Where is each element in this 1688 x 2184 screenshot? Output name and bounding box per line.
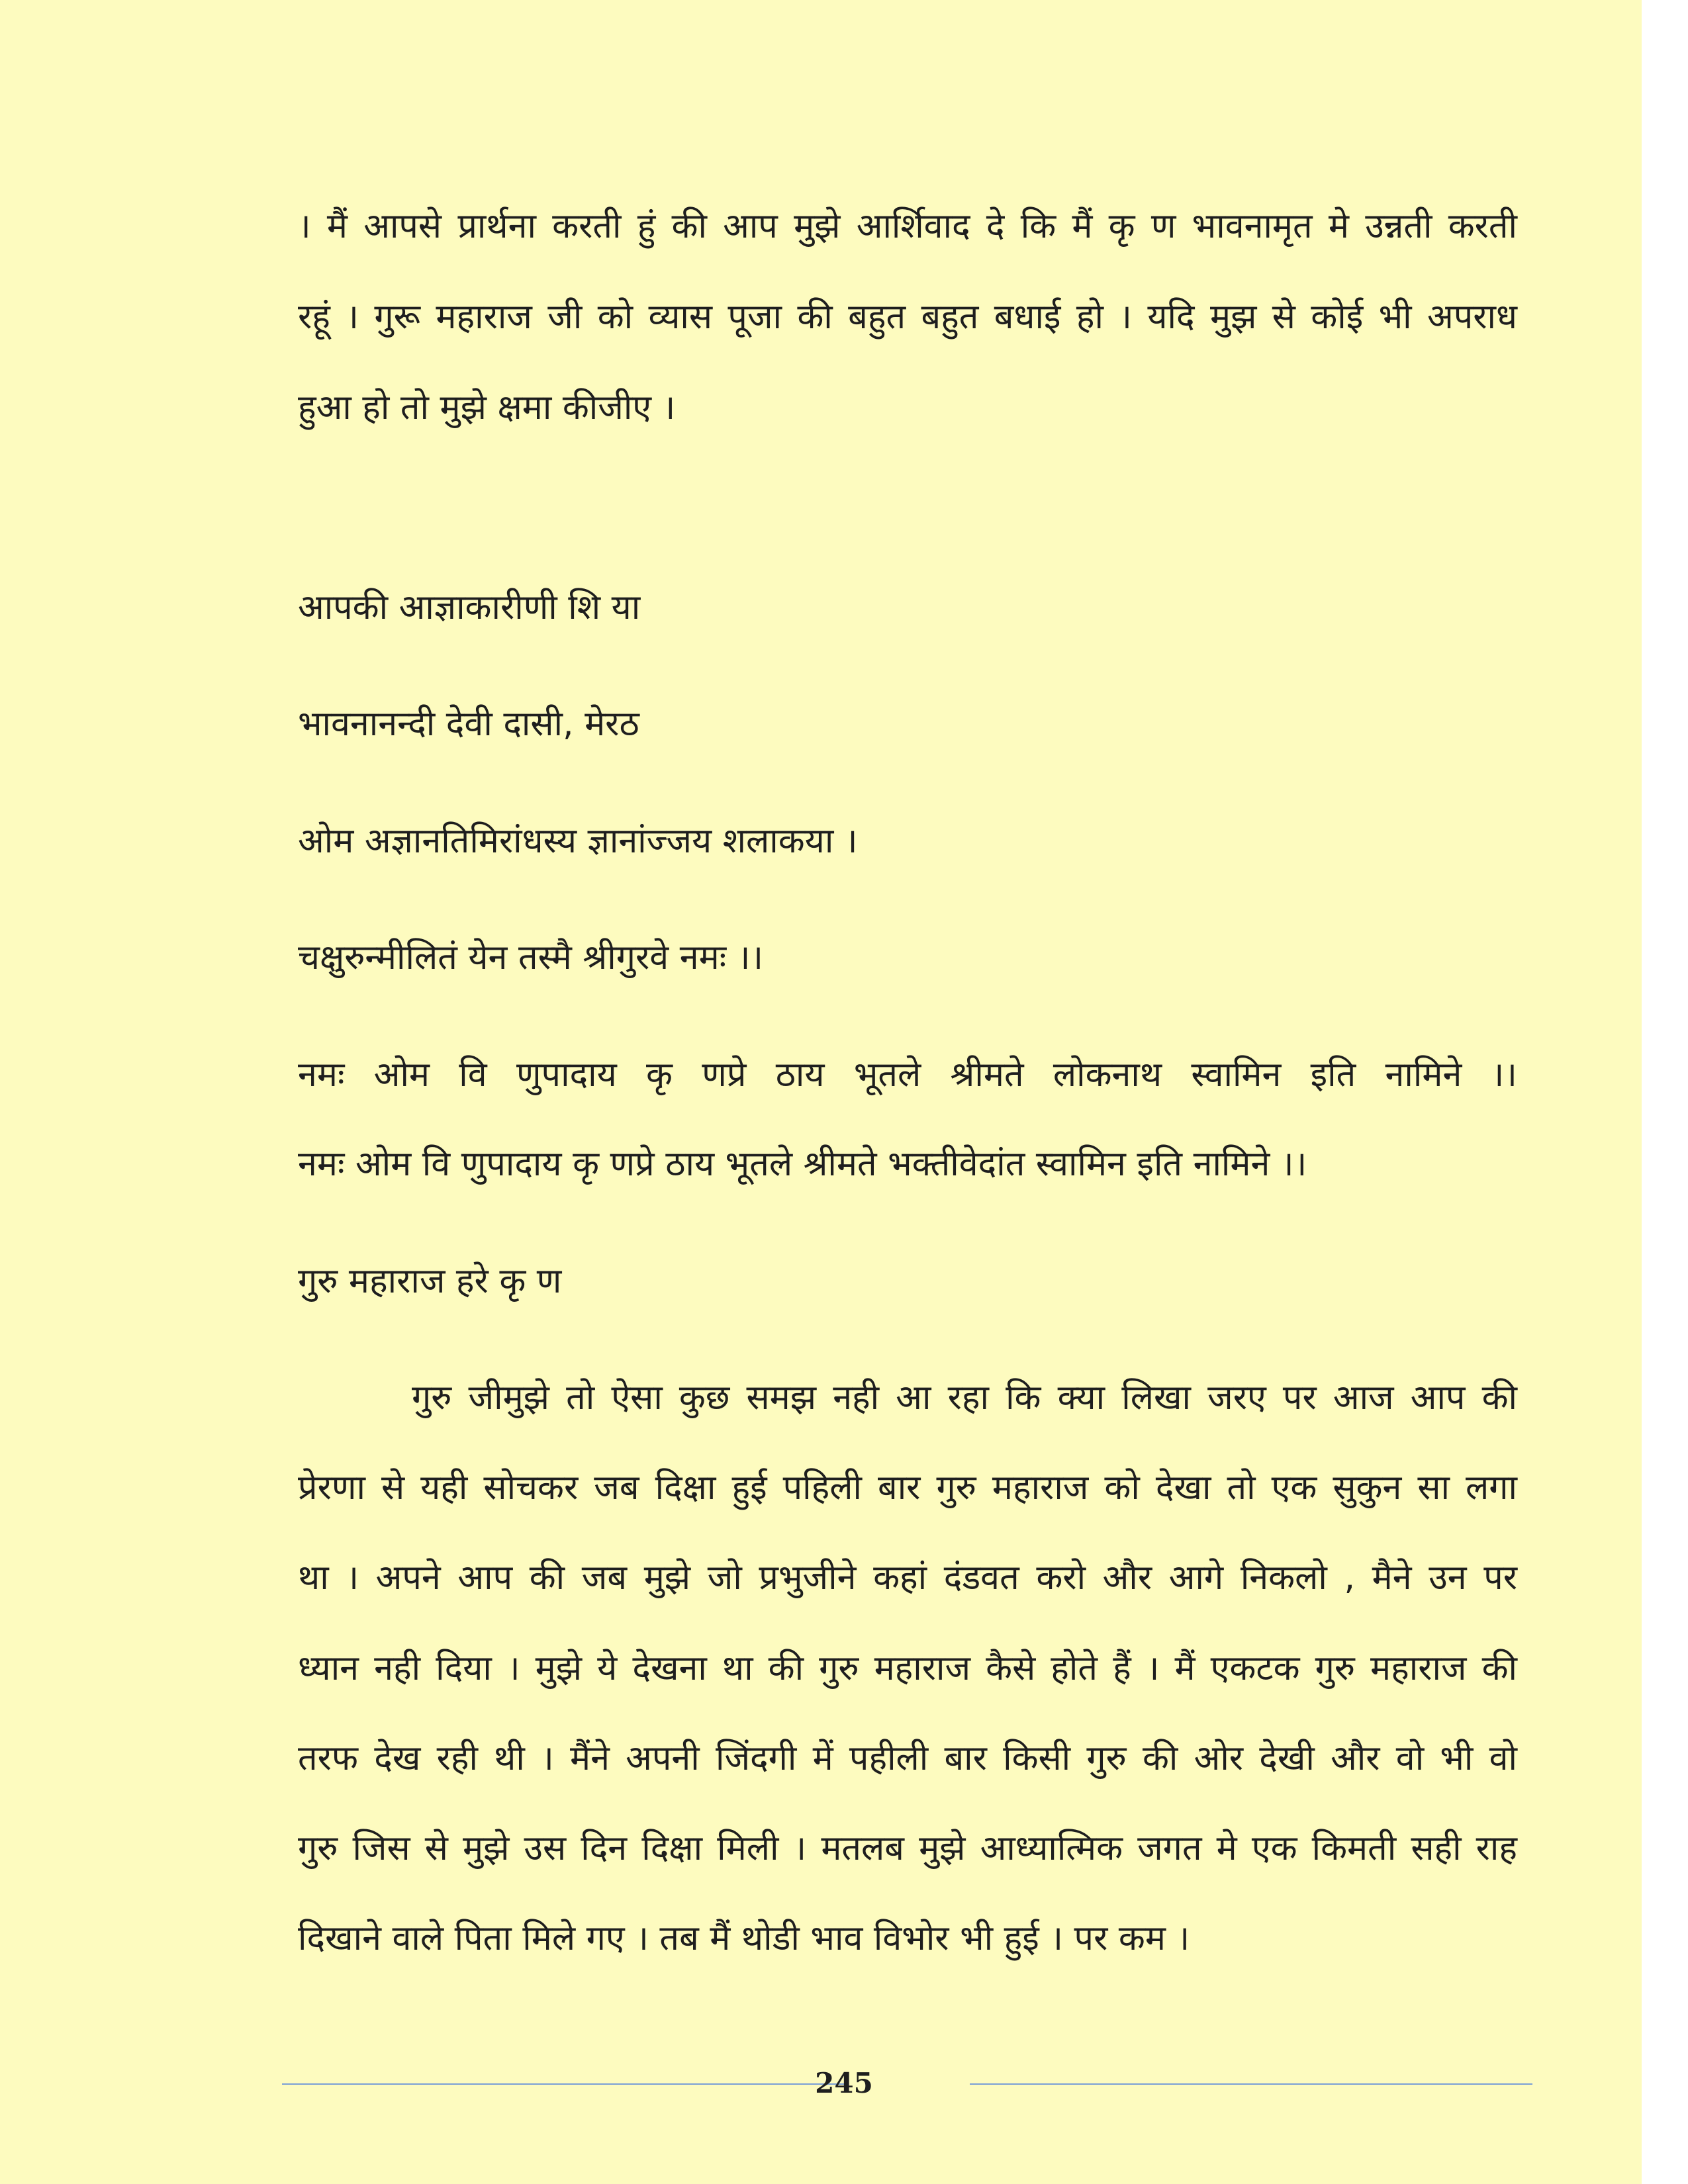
page-number: 245	[815, 2067, 873, 2099]
paragraph1-line-1: । मैं आपसे प्रार्थना करती हुं की आप मुझे आर्शिवाद दे कि मैं कृ ण भावनामृत मे उन्नती करती	[298, 206, 1517, 246]
paragraph2-line-5: तरफ देख रही थी । मैंने अपनी जिंदगी में पहीली बार किसी गुरु की ओर देखी और वो भी वो	[298, 1739, 1517, 1778]
mantra-line-2: चक्षुरुन्मीलितं येन तस्मै श्रीगुरवे नमः ।।	[298, 938, 764, 978]
paragraph2-line-4: ध्यान नही दिया । मुझे ये देखना था की गुरु महाराज कैसे होते हैं । मैं एकटक गुरु महाराज की	[298, 1649, 1517, 1688]
paragraph2-line-6: गुरु जिस से मुझे उस दिन दिक्षा मिली । मतलब मुझे आध्यात्मिक जगत मे एक किमती सही राह	[298, 1829, 1517, 1868]
paragraph2-line-1: गुरु जीमुझे तो ऐसा कुछ समझ नही आ रहा कि क्या लिखा जरए पर आज आप की	[412, 1378, 1517, 1418]
mantra-line-1: ओम अज्ञानतिमिरांधस्य ज्ञानांज्जय शलाकया ।	[298, 821, 858, 861]
footer-rule-right	[970, 2083, 1532, 2085]
signature-line-2: भावनानन्दी देवी दासी, मेरठ	[298, 704, 639, 744]
paragraph2-line-7: दिखाने वाले पिता मिले गए । तब मैं थोडी भाव विभोर भी हुई । पर कम ।	[298, 1919, 1190, 1958]
paragraph1-line-3: हुआ हो तो मुझे क्षमा कीजीए ।	[298, 388, 676, 428]
signature-line-1: आपकी आज्ञाकारीणी शि या	[298, 588, 641, 627]
page-margin-strip	[1642, 0, 1688, 2184]
paragraph2-line-3: था । अपने आप की जब मुझे जो प्रभुजीने कहां दंडवत करो और आगे निकलो , मैने उन पर	[298, 1558, 1517, 1598]
mantra-line-4: नमः ओम वि णुपादाय कृ णप्रे ठाय भूतले श्रीमते भक्तीवेदांत स्वामिन इति नामिने ।।	[298, 1144, 1307, 1184]
paragraph1-line-2: रहूं । गुरू महाराज जी को व्यास पूजा की बहुत बहुत बधाई हो । यदि मुझ से कोई भी अपराध	[298, 297, 1517, 337]
mantra-line-3: नमः ओम वि णुपादाय कृ णप्रे ठाय भूतले श्रीमते लोकनाथ स्वामिन इति नामिने ।।	[298, 1055, 1517, 1095]
footer-rule-left	[282, 2083, 845, 2085]
salutation: गुरु महाराज हरे कृ ण	[298, 1261, 562, 1301]
paragraph2-line-2: प्रेरणा से यही सोचकर जब दिक्षा हुई पहिली बार गुरु महाराज को देखा तो एक सुकुन सा लगा	[298, 1468, 1517, 1508]
